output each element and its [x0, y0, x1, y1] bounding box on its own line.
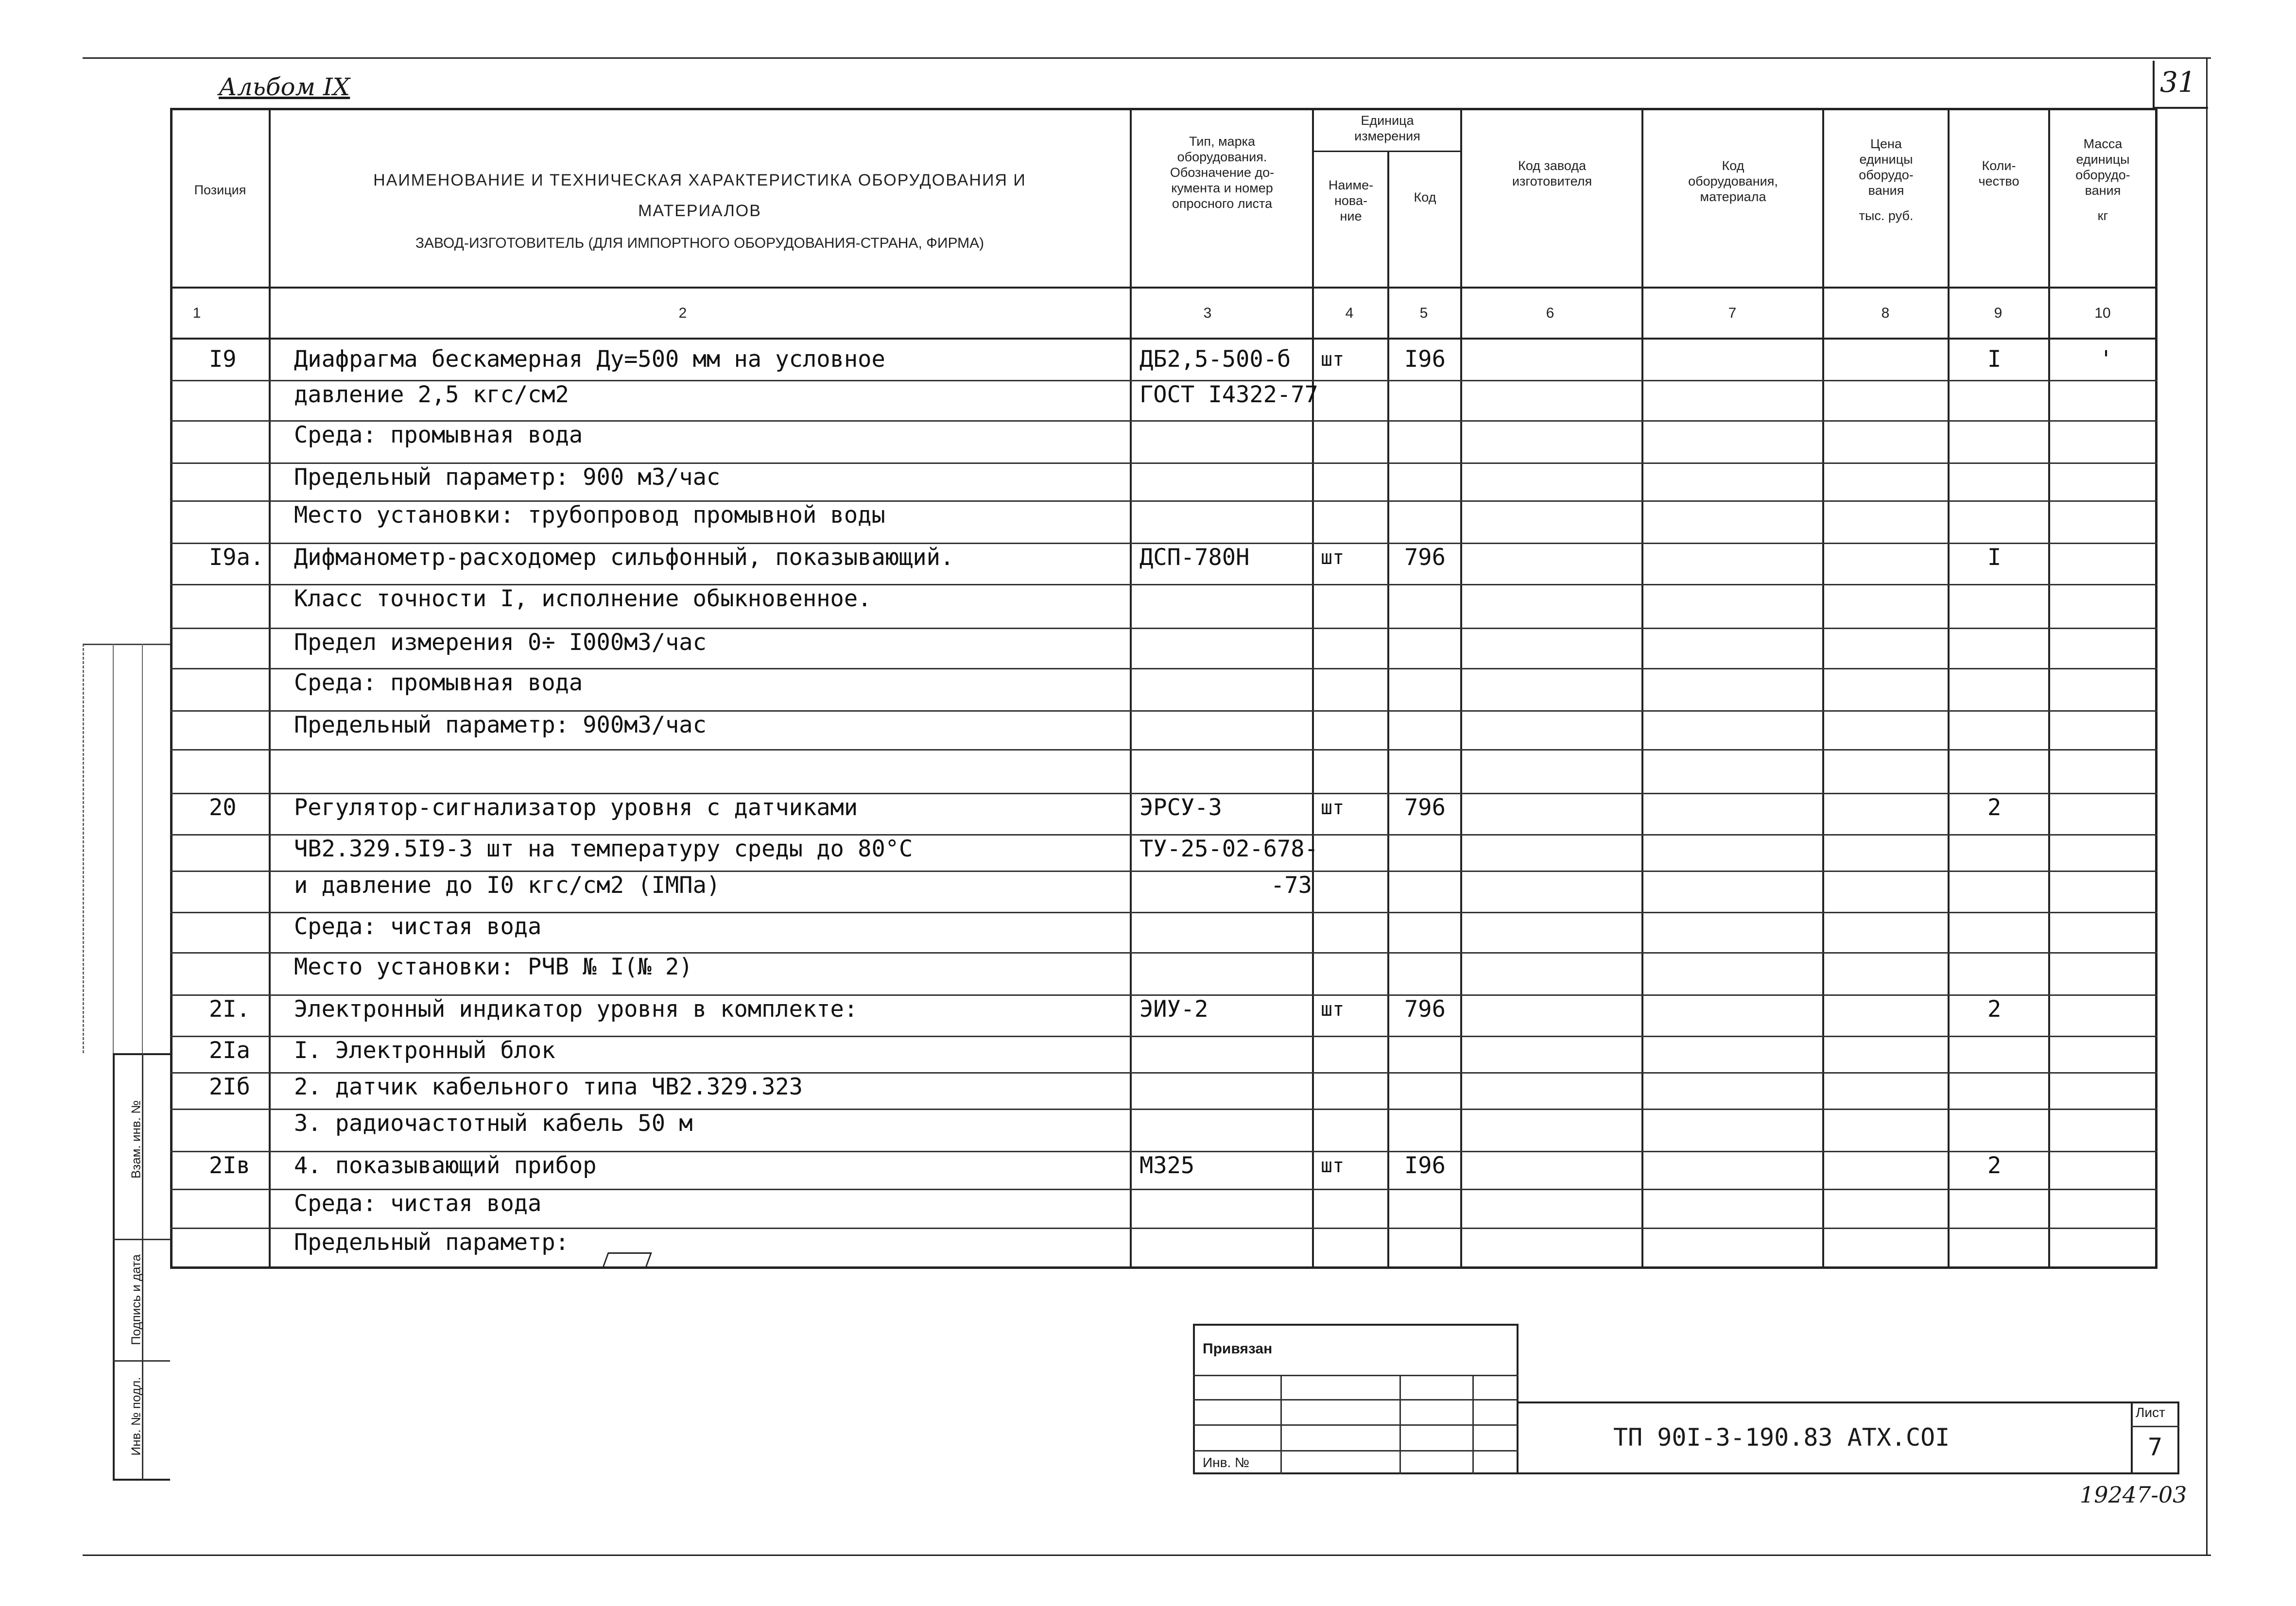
cell-name: Среда: промывная вода [294, 422, 583, 448]
cell-name: Место установки: РЧВ № I(№ 2) [294, 954, 693, 980]
cell-name: Предельный параметр: 900 м3/час [294, 464, 721, 491]
cell-unit: шт [1321, 998, 1345, 1021]
cell-quantity: I [1987, 544, 2002, 571]
cell-name: 2. датчик кабельного типа ЧВ2.329.323 [294, 1074, 803, 1100]
cell-unit: шт [1321, 1155, 1345, 1177]
cell-name: Предел измерения 0÷ I000м3/час [294, 629, 707, 656]
doc-code: ТП 90I-3-190.83 АТХ.СОI [1613, 1423, 1950, 1452]
cell-name: и давление до I0 кгс/см2 (IМПа) [294, 872, 721, 899]
parameter-blank-box [602, 1252, 652, 1268]
col-line-1 [269, 108, 271, 1269]
row-divider [170, 749, 2158, 751]
cell-name: I. Электронный блок [294, 1037, 555, 1064]
cell-name: 4. показывающий прибор [294, 1152, 597, 1179]
col-line-5 [1460, 108, 1462, 1269]
colnum-5: 5 [1419, 305, 1428, 321]
cell-code: 796 [1404, 544, 1446, 571]
colnum-8: 8 [1881, 305, 1890, 321]
side-dashed-divider-2 [142, 644, 143, 1053]
cell-name: давление 2,5 кгс/см2 [294, 381, 569, 408]
cell-name: Среда: чистая вода [294, 1190, 542, 1217]
archive-number: 19247-03 [2080, 1482, 2187, 1508]
cell-name: Предельный параметр: 900м3/час [294, 712, 707, 738]
header-equipment-code: Код оборудования, материала [1688, 158, 1778, 204]
colnum-4: 4 [1345, 305, 1354, 321]
cell-position: 2Iа [209, 1037, 250, 1064]
cell-name: Диафрагма бескамерная Ду=500 мм на условное [294, 346, 885, 373]
header-name-line1: НАИМЕНОВАНИЕ И ТЕХНИЧЕСКАЯ ХАРАКТЕРИСТИКА ОБОРУДОВАНИЯ И [373, 171, 1026, 189]
col-line-7 [1822, 108, 1824, 1269]
header-unit-code: Код [1414, 190, 1436, 205]
page-number: 31 [2160, 66, 2196, 99]
cell-name: Предельный параметр: [294, 1229, 569, 1256]
stamp-inv-label: Инв. № [1203, 1455, 1250, 1470]
colnum-3: 3 [1203, 305, 1212, 321]
cell-code: 796 [1404, 794, 1446, 821]
cell-name: Класс точности I, исполнение обыкновенное. [294, 585, 872, 612]
cell-type: ГОСТ I4322-77 [1139, 381, 1318, 408]
cell-type: ЭИУ-2 [1139, 996, 1208, 1023]
col-line-8 [1948, 108, 1950, 1269]
cell-position: I9а. [209, 544, 264, 571]
stamp-line-1 [1193, 1375, 1519, 1376]
sheet-split [2131, 1426, 2179, 1427]
cell-name: ЧВ2.329.5I9-3 шт на температуру среды до 80°С [294, 836, 913, 862]
cell-type: -73 [1271, 872, 1312, 899]
cell-quantity: 2 [1987, 1152, 2002, 1179]
cell-unit: шт [1321, 547, 1345, 569]
header-mass: Масса единицы оборудо- вания кг [2075, 137, 2130, 223]
cell-unit: шт [1321, 348, 1345, 371]
header-bottom-line [170, 287, 2158, 289]
cell-code: 796 [1404, 996, 1446, 1023]
cell-quantity: 2 [1987, 996, 2002, 1023]
cell-position: 2Iб [209, 1074, 250, 1100]
side-label-sign: Подпись и дата [128, 1254, 143, 1346]
cell-position: 20 [209, 794, 237, 821]
stamp-vline-3 [1472, 1375, 1474, 1474]
album-label: Альбом IX [219, 73, 350, 101]
header-quantity: Коли- чество [1978, 158, 2020, 188]
cell-type: ДСП-780Н [1139, 544, 1250, 571]
cell-position: 2Iв [209, 1152, 250, 1179]
header-factory-code: Код завода изготовителя [1512, 158, 1592, 188]
col-line-9 [2048, 108, 2050, 1269]
colnum-9: 9 [1994, 305, 2003, 321]
header-name-line2: МАТЕРИАЛОВ [638, 202, 761, 220]
cell-code: I96 [1404, 1152, 1446, 1179]
stamp-vline-2 [1399, 1375, 1401, 1474]
header-position: Позиция [194, 183, 246, 197]
cell-quantity: 2 [1987, 794, 2002, 821]
sheet-number: 7 [2148, 1433, 2163, 1461]
stamp-bound-label: Привязан [1203, 1341, 1273, 1357]
cell-name: 3. радиочастотный кабель 50 м [294, 1110, 693, 1137]
unit-header-split [1312, 151, 1460, 152]
side-label-replace: Взам. инв. № [128, 1100, 143, 1179]
cell-name: Среда: промывная вода [294, 669, 583, 696]
side-dashed-strip [83, 644, 170, 1053]
header-name-line3: ЗАВОД-ИЗГОТОВИТЕЛЬ (ДЛЯ ИМПОРТНОГО ОБОРУДОВАНИЯ-СТРАНА, ФИРМА) [415, 235, 984, 251]
cell-mass: ' [2099, 346, 2113, 373]
cell-name: Место установки: трубопровод промывной воды [294, 502, 885, 529]
col-line-6 [1641, 108, 1643, 1269]
frame-right-line [2206, 57, 2208, 1556]
colnum-bottom-line [170, 338, 2158, 340]
side-dashed-divider-1 [113, 644, 114, 1053]
stamp-line-3 [1193, 1424, 1519, 1426]
cell-position: 2I. [209, 996, 250, 1023]
colnum-7: 7 [1728, 305, 1737, 321]
header-price: Цена единицы оборудо- вания тыс. руб. [1859, 137, 1914, 223]
side-label-inv: Инв. № подл. [128, 1377, 143, 1456]
stamp-line-2 [1193, 1399, 1519, 1401]
sheet-label: Лист [2136, 1405, 2165, 1420]
cell-code: I96 [1404, 346, 1446, 373]
header-unit-name: Наиме- нова- ние [1328, 178, 1374, 223]
cell-type: ТУ-25-02-678- [1139, 836, 1318, 862]
frame-bottom-line [83, 1555, 2211, 1556]
stamp-line-4 [1193, 1450, 1519, 1452]
cell-type: ЭРСУ-3 [1139, 794, 1222, 821]
col-line-2 [1130, 108, 1132, 1269]
cell-position: I9 [209, 346, 237, 373]
stamp-vline-1 [1280, 1375, 1282, 1474]
col-line-3 [1312, 108, 1314, 1269]
col-line-4 [1387, 151, 1389, 1269]
cell-type: ДБ2,5-500-б [1139, 346, 1291, 373]
cell-name: Регулятор-сигнализатор уровня с датчиками [294, 794, 858, 821]
header-unit: Единица измерения [1354, 113, 1420, 143]
colnum-1: 1 [192, 305, 201, 321]
colnum-6: 6 [1546, 305, 1554, 321]
cell-quantity: I [1987, 346, 2002, 373]
cell-unit: шт [1321, 797, 1345, 819]
frame-top-line [83, 57, 2211, 59]
cell-name: Дифманометр-расходомер сильфонный, показывающий. [294, 544, 954, 571]
colnum-2: 2 [678, 305, 687, 321]
colnum-10: 10 [2094, 305, 2111, 321]
cell-name: Электронный индикатор уровня в комплекте: [294, 996, 858, 1023]
cell-type: М325 [1139, 1152, 1195, 1179]
header-type: Тип, марка оборудования. Обозначение до- кумента и номер опросного листа [1170, 134, 1275, 211]
cell-name: Среда: чистая вода [294, 913, 542, 940]
